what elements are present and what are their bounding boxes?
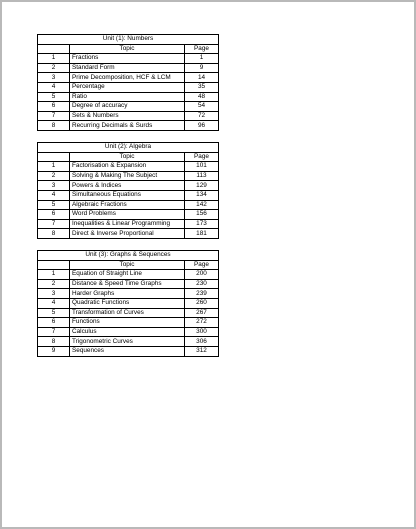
header-blank xyxy=(38,44,70,54)
row-topic: Harder Graphs xyxy=(70,289,185,299)
header-blank xyxy=(38,260,70,270)
table-row xyxy=(38,171,219,181)
table-row xyxy=(38,54,219,64)
row-number: 1 xyxy=(38,162,70,172)
table-row xyxy=(38,337,219,347)
row-topic: Quadratic Functions xyxy=(70,298,185,308)
row-number: 3 xyxy=(38,289,70,299)
row-page: 300 xyxy=(185,327,219,337)
row-number: 7 xyxy=(38,219,70,229)
header-topic: Topic xyxy=(70,152,185,162)
row-page: 72 xyxy=(185,111,219,121)
table-row xyxy=(38,102,219,112)
row-number: 3 xyxy=(38,181,70,191)
row-topic: Sequences xyxy=(70,346,185,356)
row-topic: Degree of accuracy xyxy=(70,102,185,112)
table-row xyxy=(38,82,219,92)
unit-1-table xyxy=(37,34,219,131)
row-number: 8 xyxy=(38,121,70,131)
header-topic: Topic xyxy=(70,260,185,270)
row-topic: Transformation of Curves xyxy=(70,308,185,318)
row-topic: Solving & Making The Subject xyxy=(70,171,185,181)
row-topic: Factorisation & Expansion xyxy=(70,162,185,172)
table-row xyxy=(38,73,219,83)
table-row xyxy=(38,219,219,229)
table-row xyxy=(38,121,219,131)
table-row xyxy=(38,346,219,356)
row-page: 173 xyxy=(185,219,219,229)
unit-title: Unit (2): Algebra xyxy=(38,143,219,153)
table-row xyxy=(38,308,219,318)
row-topic: Recurring Decimals & Surds xyxy=(70,121,185,131)
row-number: 6 xyxy=(38,318,70,328)
table-row xyxy=(38,200,219,210)
row-page: 48 xyxy=(185,92,219,102)
row-number: 4 xyxy=(38,298,70,308)
row-topic: Distance & Speed Time Graphs xyxy=(70,279,185,289)
row-number: 2 xyxy=(38,63,70,73)
row-number: 5 xyxy=(38,200,70,210)
row-number: 6 xyxy=(38,102,70,112)
row-number: 9 xyxy=(38,346,70,356)
unit-title: Unit (1): Numbers xyxy=(38,35,219,45)
row-topic: Trigonometric Curves xyxy=(70,337,185,347)
row-page: 129 xyxy=(185,181,219,191)
unit-2-table xyxy=(37,142,219,239)
unit-3-table xyxy=(37,250,219,357)
table-row xyxy=(38,289,219,299)
row-topic: Calculus xyxy=(70,327,185,337)
row-page: 200 xyxy=(185,270,219,280)
row-number: 6 xyxy=(38,210,70,220)
row-topic: Standard Form xyxy=(70,63,185,73)
row-page: 9 xyxy=(185,63,219,73)
row-page: 142 xyxy=(185,200,219,210)
header-page: Page xyxy=(185,152,219,162)
row-topic: Prime Decomposition, HCF & LCM xyxy=(70,73,185,83)
row-number: 4 xyxy=(38,82,70,92)
row-page: 1 xyxy=(185,54,219,64)
table-row xyxy=(38,318,219,328)
row-topic: Ratio xyxy=(70,92,185,102)
row-topic: Word Problems xyxy=(70,210,185,220)
row-number: 5 xyxy=(38,308,70,318)
header-page: Page xyxy=(185,260,219,270)
row-topic: Equation of Straight Line xyxy=(70,270,185,280)
table-row xyxy=(38,162,219,172)
document-page xyxy=(2,2,414,527)
header-topic: Topic xyxy=(70,44,185,54)
row-page: 113 xyxy=(185,171,219,181)
table-row xyxy=(38,229,219,239)
row-page: 267 xyxy=(185,308,219,318)
table-row xyxy=(38,181,219,191)
row-topic: Simultaneous Equations xyxy=(70,190,185,200)
row-page: 260 xyxy=(185,298,219,308)
row-topic: Powers & Indices xyxy=(70,181,185,191)
row-number: 4 xyxy=(38,190,70,200)
row-topic: Percentage xyxy=(70,82,185,92)
row-topic: Inequalities & Linear Programming xyxy=(70,219,185,229)
row-number: 2 xyxy=(38,279,70,289)
row-page: 14 xyxy=(185,73,219,83)
row-page: 306 xyxy=(185,337,219,347)
row-number: 5 xyxy=(38,92,70,102)
row-page: 54 xyxy=(185,102,219,112)
row-number: 7 xyxy=(38,111,70,121)
row-number: 8 xyxy=(38,229,70,239)
row-page: 134 xyxy=(185,190,219,200)
row-number: 8 xyxy=(38,337,70,347)
row-number: 2 xyxy=(38,171,70,181)
row-topic: Fractions xyxy=(70,54,185,64)
table-row xyxy=(38,190,219,200)
row-page: 156 xyxy=(185,210,219,220)
row-page: 35 xyxy=(185,82,219,92)
row-page: 312 xyxy=(185,346,219,356)
table-row xyxy=(38,210,219,220)
row-page: 181 xyxy=(185,229,219,239)
row-page: 230 xyxy=(185,279,219,289)
row-number: 3 xyxy=(38,73,70,83)
row-number: 1 xyxy=(38,54,70,64)
unit-title: Unit (3): Graphs & Sequences xyxy=(38,251,219,261)
table-row xyxy=(38,279,219,289)
table-row xyxy=(38,63,219,73)
table-row xyxy=(38,270,219,280)
row-page: 96 xyxy=(185,121,219,131)
table-row xyxy=(38,111,219,121)
row-page: 239 xyxy=(185,289,219,299)
row-topic: Functions xyxy=(70,318,185,328)
table-row xyxy=(38,298,219,308)
header-page: Page xyxy=(185,44,219,54)
row-page: 101 xyxy=(185,162,219,172)
row-topic: Algebraic Fractions xyxy=(70,200,185,210)
table-row xyxy=(38,92,219,102)
header-blank xyxy=(38,152,70,162)
row-page: 272 xyxy=(185,318,219,328)
row-number: 1 xyxy=(38,270,70,280)
row-number: 7 xyxy=(38,327,70,337)
table-row xyxy=(38,327,219,337)
row-topic: Sets & Numbers xyxy=(70,111,185,121)
row-topic: Direct & Inverse Proportional xyxy=(70,229,185,239)
